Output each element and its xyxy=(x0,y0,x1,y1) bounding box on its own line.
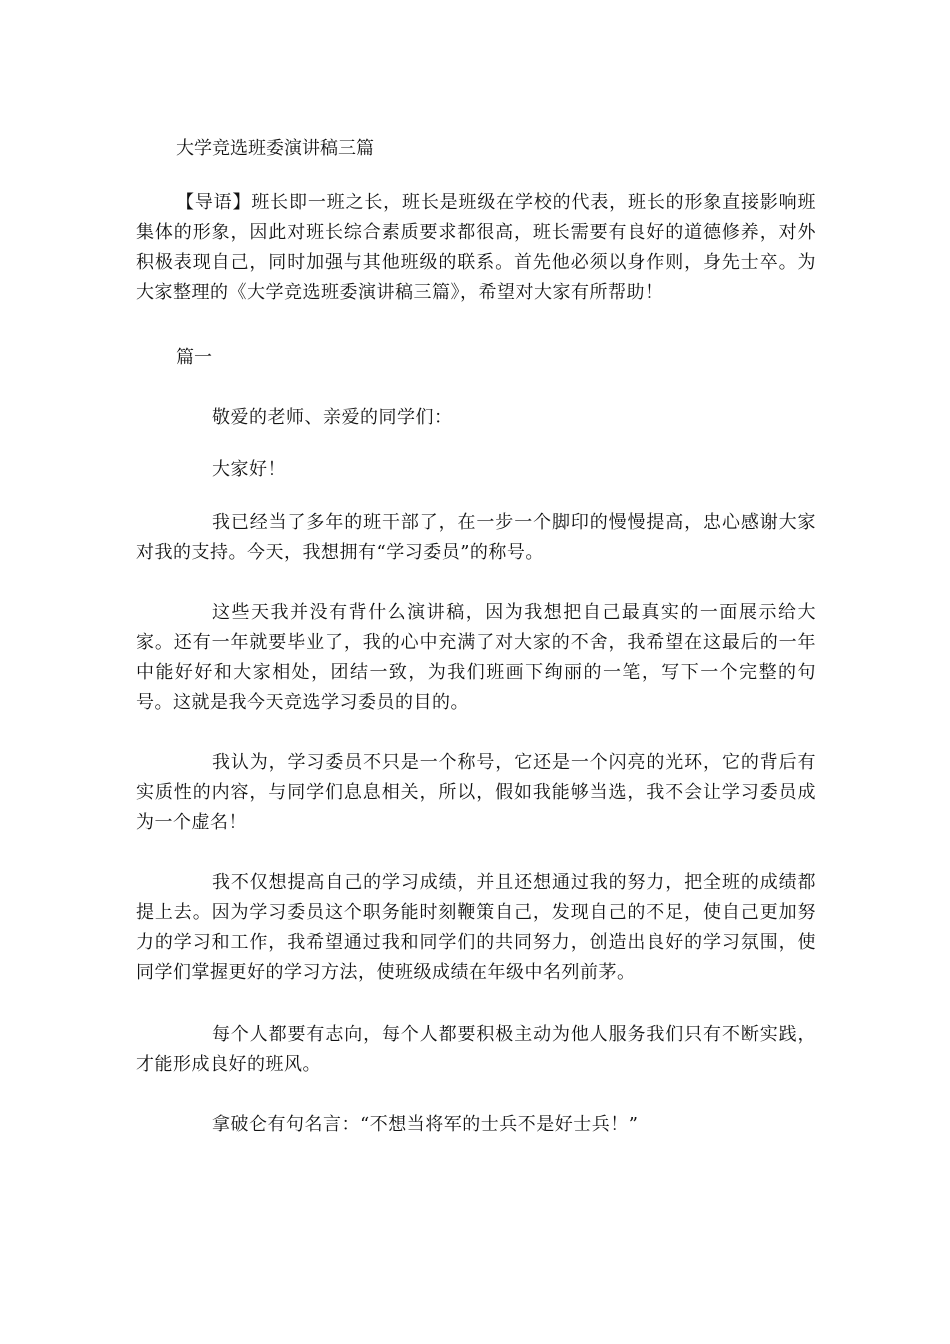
body-paragraph: 这些天我并没有背什么演讲稿，因为我想把自己最真实的一面展示给大家。还有一年就要毕业了，我的心中充满了对大家的不舍，我希望在这最后的一年中能好好和大家相处，团结一致，为我们班画下绚丽的一笔，写下一个完整的句号。这就是我今天竞选学习委员的目的。 xyxy=(136,602,816,713)
greeting: 大家好！ xyxy=(212,459,286,480)
body-paragraph: 我已经当了多年的班干部了，在一步一个脚印的慢慢提高，忠心感谢大家对我的支持。今天，我想拥有“学习委员”的称号。 xyxy=(136,512,816,563)
intro-paragraph: 【导语】班长即一班之长，班长是班级在学校的代表，班长的形象直接影响班集体的形象，因此对班长综合素质要求都很高，班长需要有良好的道德修养，对外积极表现自己，同时加强与其他班级的联系。首先他必须以身作则，身先士卒。为大家整理的《大学竞选班委演讲稿三篇》，希望对大家有所帮助！ xyxy=(136,192,816,303)
body-paragraph: 拿破仑有句名言：“不想当将军的士兵不是好士兵！” xyxy=(212,1114,639,1135)
body-paragraph: 每个人都要有志向，每个人都要积极主动为他人服务我们只有不断实践，才能形成良好的班风。 xyxy=(136,1024,816,1075)
salutation: 敬爱的老师、亲爱的同学们： xyxy=(212,407,453,428)
document-title: 大学竞选班委演讲稿三篇 xyxy=(176,138,374,159)
body-paragraph: 我不仅想提高自己的学习成绩，并且还想通过我的努力，把全班的成绩都提上去。因为学习委员这个职务能时刻鞭策自己，发现自己的不足，使自己更加努力的学习和工作，我希望通过我和同学们的共同努力，创造出良好的学习氛围，使同学们掌握更好的学习方法，使班级成绩在年级中名列前茅。 xyxy=(136,872,816,983)
section-heading: 篇一 xyxy=(176,347,212,368)
body-paragraph: 我认为，学习委员不只是一个称号，它还是一个闪亮的光环，它的背后有实质性的内容，与同学们息息相关，所以，假如我能够当选，我不会让学习委员成为一个虚名！ xyxy=(136,752,816,833)
